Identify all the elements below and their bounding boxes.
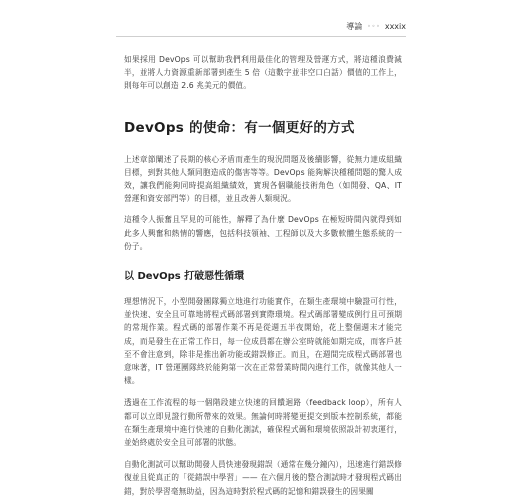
- paragraph-feedback-loop: 透過在工作流程的每一個階段建立快速的回饋迴路（feedback loop），所有人都可以立即見證行動所帶來的效果。無論何時將變更提交到版本控制系統，都能在類生產環境中進行快速的自動化測試，確保程式碼和環境依照設計初衷運行，並始終處於安全且可部署的狀態。: [124, 398, 402, 448]
- subsection-heading-break-cycle: 以 DevOps 打破惡性循環: [124, 271, 245, 283]
- running-header: [346, 21, 406, 32]
- page-number: xxxix: [384, 22, 406, 31]
- page-content: [124, 53, 402, 498]
- header-separator: ◦◦◦: [367, 23, 381, 30]
- paragraph-ideal-scenario: 理想情況下，小型開發團隊獨立地進行功能實作，在類生產環境中驗證可行性，並快速、安全且可靠地將程式碼部署到實際環境。程式碼部署變成例行且可預期的常規作業。程式碼的部署作業不再是從週五半夜開始，花上整個週末才能完成，而是發生在正常工作日，每一位成員都在辦公室時就能如期完成，而客戶甚至不會注意到，除非是推出新功能或錯誤修正。而且，在週間完成程式碼部署也意味著，IT 營運團隊終於能夠第一次在正常營業時間內進行工作，就像其他人一樣。: [124, 297, 402, 386]
- paragraph-core-conflict: 上述章節闡述了長期的核心矛盾而產生的現況問題及後續影響，從無力達成組織目標，到對其他人類同胞造成的傷害等等。DevOps 能夠解決種種問題的驚人成效，讓我們能夠同時提高組織績效，實現各個職能技術角色（如開發、QA、IT 營運和資安部門等）的目標，並且改善人類現況。: [124, 154, 402, 204]
- chapter-title: 導論: [346, 22, 363, 31]
- paragraph-automated-testing: 自動化測試可以幫助開發人員快速發現錯誤（通常在幾分鐘內），迅速進行錯誤修復並且從真正的「從錯誤中學習」—— 在六個月後的整合測試時才發現程式碼出錯，對於學習毫無助益，因為這時對於程式碼的記憶和錯誤發生的因果關: [124, 460, 402, 496]
- paragraph-value-estimate: 如果採用 DevOps 可以幫助我們利用最佳化的管理及營運方式，將這種浪費減半，並將人力資源重新部署到產生 5 倍（這數字並非空口白話）價值的工作上，則每年可以創造 2.6 兆美元的價值。: [124, 55, 402, 91]
- header-rule: [116, 36, 406, 37]
- section-heading-devops-mission: DevOps 的使命：有一個更好的方式: [124, 119, 355, 136]
- paragraph-excitement: 這種令人振奮且罕見的可能性，解釋了為什麼 DevOps 在極短時間內就得到如此多人興奮和熱情的響應，包括科技領袖、工程師以及大多數軟體生態系統的一份子。: [124, 215, 402, 251]
